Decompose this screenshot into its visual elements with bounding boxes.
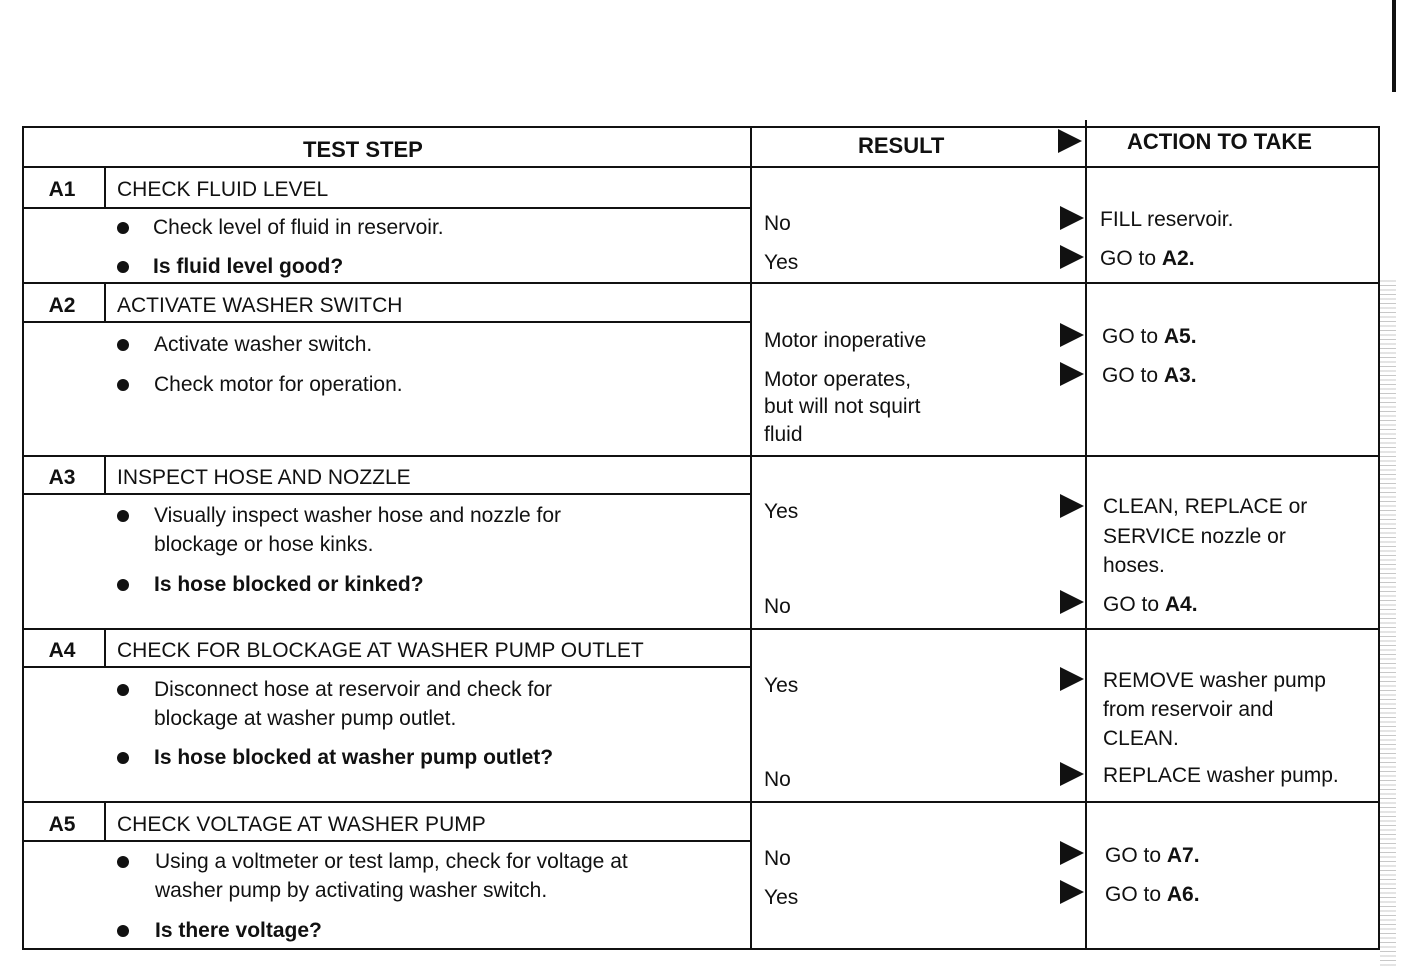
action-label: GO to [1103,593,1165,616]
header-result: RESULT [858,133,945,158]
step-title: INSPECT HOSE AND NOZZLE [117,466,411,489]
row-separator [22,282,1380,284]
arrow-right-icon [1060,206,1084,230]
header-arrow-icon [1058,129,1082,153]
step-instruction: Using a voltmeter or test lamp, check for voltage at [155,850,628,873]
step-title-underline [22,321,750,323]
result-text: Yes [764,251,799,274]
step-id: A1 [48,178,76,201]
step-instruction: blockage or hose kinks. [154,533,374,556]
step-instruction: Is hose blocked or kinked? [154,573,424,596]
step-title-underline [22,493,750,495]
step-reference: A4. [1164,593,1198,616]
bullet-icon [117,856,129,868]
step-title-underline [22,207,750,209]
step-id-divider [104,282,106,321]
action-label: GO to [1100,247,1162,270]
step-id: A3 [48,466,76,489]
action-text: SERVICE nozzle or [1103,525,1286,548]
row-separator [22,455,1380,457]
step-title: CHECK FOR BLOCKAGE AT WASHER PUMP OUTLET [117,639,644,662]
action-label: GO to [1105,844,1167,867]
step-instruction: Is hose blocked at washer pump outlet? [154,746,554,769]
bullet-icon [117,510,129,522]
action-label: GO to [1105,883,1167,906]
step-title-underline [22,666,750,668]
result-text: fluid [764,423,803,446]
header-action-to-take: ACTION TO TAKE [1127,129,1312,154]
arrow-right-icon [1060,841,1084,865]
action-text [1102,323,1197,351]
action-text [1103,762,1339,790]
action-label: REPLACE washer pump. [1103,764,1339,787]
bullet-icon [117,752,129,764]
step-reference: A7. [1166,844,1200,867]
step-instruction: Visually inspect washer hose and nozzle for [154,504,562,527]
action-text [1100,245,1195,273]
step-id: A5 [48,813,76,836]
step-id-divider [104,166,106,207]
bullet-icon [117,579,129,591]
action-column-divider [1085,120,1087,950]
step-instruction: Disconnect hose at reservoir and check for [154,678,553,701]
action-text [1103,591,1198,619]
step-title: CHECK FLUID LEVEL [117,178,329,201]
result-text: No [764,212,791,235]
step-reference: A2. [1161,247,1195,270]
action-label: GO to [1102,364,1164,387]
result-text: but will not squirt [764,395,921,418]
header-test-step: TEST STEP [303,137,423,162]
action-text [1102,362,1197,390]
bullet-icon [117,261,129,273]
result-column-divider [750,126,752,950]
step-instruction: washer pump by activating washer switch. [155,879,548,902]
step-reference: A6. [1166,883,1200,906]
action-text: CLEAN, REPLACE or [1103,495,1308,518]
row-separator [22,801,1380,803]
result-text: No [764,595,791,618]
arrow-right-icon [1060,762,1084,786]
arrow-right-icon [1060,880,1084,904]
step-instruction: blockage at washer pump outlet. [154,707,457,730]
action-text [1105,881,1200,909]
step-instruction: Is fluid level good? [153,255,344,278]
result-text: No [764,768,791,791]
step-id: A4 [48,639,76,662]
result-text: Yes [764,674,799,697]
arrow-right-icon [1060,667,1084,691]
step-reference: A5. [1163,325,1197,348]
bullet-icon [117,684,129,696]
arrow-right-icon [1060,362,1084,386]
row-separator [22,628,1380,630]
action-label: FILL reservoir. [1100,208,1234,231]
arrow-right-icon [1060,323,1084,347]
bullet-icon [117,925,129,937]
step-instruction: Is there voltage? [155,919,322,942]
step-instruction: Activate washer switch. [154,333,373,356]
arrow-right-icon [1060,494,1084,518]
result-text: Yes [764,500,799,523]
step-reference: A3. [1163,364,1197,387]
bullet-icon [117,379,129,391]
result-text: Motor operates, [764,368,912,391]
step-id-divider [104,628,106,666]
step-title: CHECK VOLTAGE AT WASHER PUMP [117,813,486,836]
result-text: No [764,847,791,870]
action-text: hoses. [1103,554,1165,577]
step-id: A2 [48,294,76,317]
bullet-icon [117,222,129,234]
header-divider [22,166,1380,168]
bullet-icon [117,339,129,351]
arrow-right-icon [1060,590,1084,614]
action-text: REMOVE washer pump [1103,669,1326,692]
step-id-divider [104,801,106,840]
action-text [1105,842,1200,870]
result-text: Yes [764,886,799,909]
action-text: from reservoir and [1103,698,1274,721]
action-text: CLEAN. [1103,727,1179,750]
step-instruction: Check level of fluid in reservoir. [153,216,444,239]
action-label: GO to [1102,325,1164,348]
arrow-right-icon [1060,245,1084,269]
action-text [1100,206,1233,234]
step-instruction: Check motor for operation. [154,373,403,396]
step-title-underline [22,840,750,842]
step-id-divider [104,455,106,493]
step-title: ACTIVATE WASHER SWITCH [117,294,403,317]
result-text: Motor inoperative [764,329,927,352]
